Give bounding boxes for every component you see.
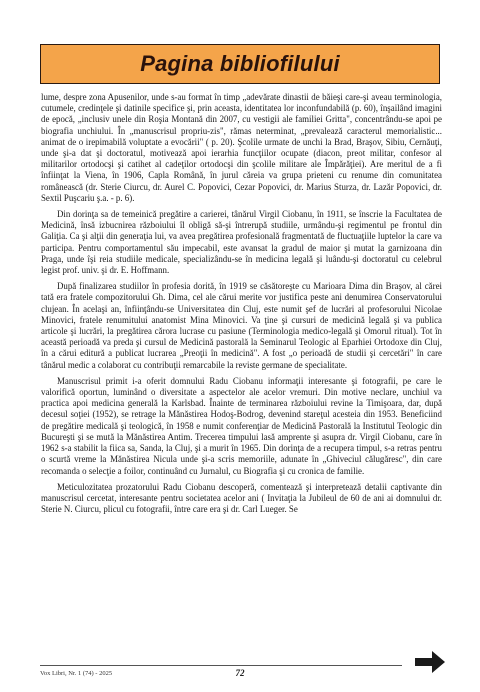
- page-header-banner: [40, 44, 440, 84]
- arrow-right-icon[interactable]: [415, 650, 445, 674]
- page-title: Pagina bibliofilului: [140, 51, 340, 76]
- paragraph-4: Manuscrisul primit i-a oferit domnului Radu Ciobanu informaţii interesante şi fotografii, pe care le valorifică oportun, luminând o diversitate a aspectelor ale acelor vremuri. Din motive neclare, unchiul va practica apoi medicina generală la Karlsbad. Înainte de terminarea războiului revine la Timişoara, dar, după decesul soţiei (1952), se retrage la Mănăstirea Hodoş-Bodrog, devenind stareţul acesteia din 1953. Beneficiind de pregătire medicală şi teologică, în 1958 e numit conferenţiar de Medicină Pastorală la Institutul Teologic din Bucureşti şi se mută la Mănăstirea Antim. Trecerea timpului lasă amprente şi asupra dr. Virgil Ciobanu, care în 1962 s-a stabilit la fiica sa, Sanda, la Cluj, şi a murit în 1965. Din dorinţa de a recupera timpul, s-a retras pentru o scurtă vreme la Mănăstirea Nicula unde şi-a scris memoriile, adunate în „Ghiveciul călugăresc", din care recomanda o selecţie a foilor, continuând cu Jurnalul, cu Biografia şi cu cronica de familie.: [41, 375, 442, 476]
- paragraph-3: După finalizarea studiilor în profesia dorită, în 1919 se căsătoreşte cu Marioara Dima din Braşov, al cărei tată era fratele compozitorului Gh. Dima, cel ale cărui merite vor justifica peste ani denumirea Conservatorului clujean. În acelaşi an, înfiinţându-se Universitatea din Cluj, este numit şef de lucrări al profesorului Nicolae Minovici, fratele renumitului anatomist Mina Minovici. Va ţine şi cursuri de medicină legală şi va publica articole şi lucrări, la pregătirea cărora lucrase cu pasiune (Terminologia medico-legală şi Omorul ritual). Tot în această perioadă va preda şi cursul de Medicină pastorală la Seminarul Teologic al Eparhiei Ortodoxe din Cluj, în a cărui editură a publicat lucrarea „Preoţii în medicină". A fost „o perioadă de studii şi cercetări" în care tânărul medic a colaborat cu contribuţii remarcabile la reviste germane de specialitate.: [41, 281, 442, 370]
- journal-info: Vox Libri, Nr. 1 (74) - 2025: [40, 670, 113, 677]
- paragraph-2: Din dorinţa sa de temeinică pregătire a carierei, tânărul Virgil Ciobanu, în 1911, se înscrie la Facultatea de Medicină, însă izbucnirea războiului îl obligă să-şi întrerupă studiile, urmându-şi regimentul pe frontul din Galiţia. Ca şi alţii din generaţia lui, va avea pregătirea profesională fragmentată de fluctuaţiile luptelor la care va participa. Pentru comportamentul său impecabil, este avansat la gradul de maior şi mutat la garnizoana din Praga, unde îşi reia studiile medicale, specializându-se în medicina legală şi luându-şi doctoratul cu celebrul legist prof. univ. şi dr. E. Hoffmann.: [41, 209, 442, 276]
- footer-divider: [40, 665, 402, 666]
- article-body: [41, 92, 442, 520]
- page-number: 72: [235, 668, 245, 678]
- paragraph-5: Meticulozitatea prozatorului Radu Ciobanu descoperă, comentează şi interpretează detalii captivante din manuscrisul cercetat, interesante pentru societatea acelor ani ( Invitaţia la Jubileul de 60 de ani ai domnului dr. Sterie N. Ciurcu, plicul cu fotografii, între care era şi dr. Carl Lueger. Se: [41, 481, 442, 515]
- paragraph-1: lume, despre zona Apusenilor, unde s-au format în timp „adevărate dinastii de băieşi care-şi aveau terminologia, cutumele, credinţele şi datinile specifice şi, prin aceasta, identitatea lor inconfundabilă (p. 60), înşailând imagini de epocă, „inclusiv unele din Roşia Montană din 2007, cu vestigii ale familiei Gritta", concentrându-se apoi pe biografia unchiului. În „manuscrisul propriu-zis", rămas neterminat, „prevalează caracterul memorialistic... animat de o irepimabilă voluptate a evocării" ( p. 20). Şcolile urmate de unchi la Brad, Braşov, Sibiu, Cernăuţi, unde şi-a dat şi doctoratul, motivează apoi ierarhia funcţiilor ocupate (diacon, preot militar, confesor al militarilor ortodocşi şi catihet al cadeţilor ortodocşi din şcolile militare ale Împărăţiei). Are meritul de a fi înfiinţat la Viena, în 1906, Capla Română, în jurul căreia va grupa prieteni cu renume din comunitatea românească (dr. Sterie Ciurcu, dr. Aurel C. Popovici, Cezar Popovici, dr. Marius Sturza, dr. Lazăr Popovici, dr. Sextil Puşcariu ş.a. - p. 6).: [41, 92, 442, 203]
